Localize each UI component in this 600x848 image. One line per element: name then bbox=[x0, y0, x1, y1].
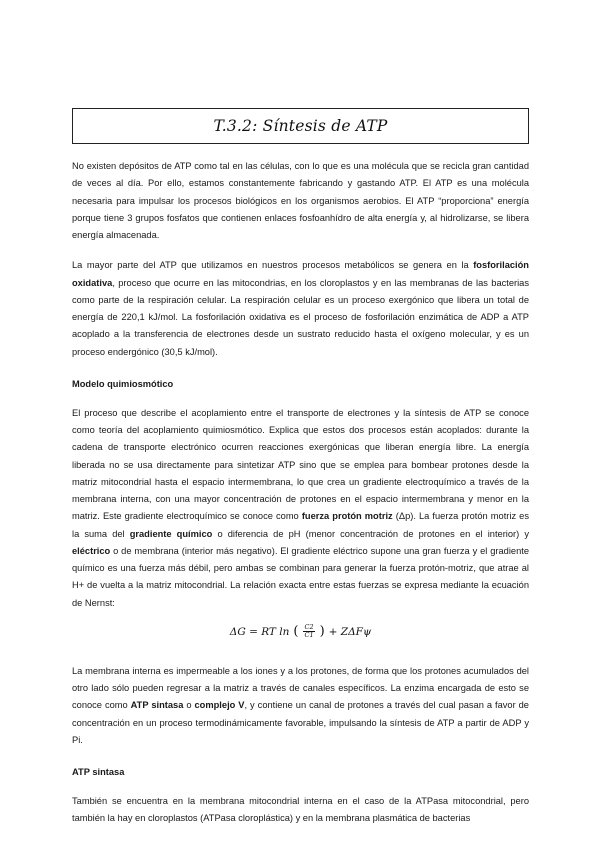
title-box bbox=[72, 108, 529, 144]
equation-fraction bbox=[303, 624, 314, 639]
text-run: o de membrana (interior más negativo). El gradiente eléctrico supone una gran fuerza y el gradiente químico es una fuerza más débil, pero ambas se combinan para generar la fuerza protón-motriz, que atrae al H+ de vuelta a la matriz mitocondrial. La relación exacta entre estas fuerzas se expresa mediante la ecuación de Nernst: bbox=[72, 545, 529, 608]
nernst-equation bbox=[72, 622, 529, 650]
quimiosmotico-paragraph bbox=[72, 405, 529, 612]
heading-atp-sintasa: ATP sintasa bbox=[72, 767, 125, 777]
text-run: (Δp). La fuerza protón motriz es la suma del bbox=[72, 511, 529, 539]
bold-term: fosforilación oxidativa bbox=[72, 260, 529, 288]
page-title: T.3.2: Síntesis de ATP bbox=[213, 117, 388, 135]
text-run: El proceso que describe el acoplamiento entre el transporte de electrones y la síntesis de ATP se conoce como teoría del acoplamiento quimiosmótico. Explica que estos dos procesos están acoplados: durante la cadena de transporte electrónico ocurren reacciones exergónicas que liberan energía libre. La energía liberada no se usa directamente para sintetizar ATP sino que se emplea para bombear protones desde la matriz mitocondrial hasta el espacio intermembrana, lo que crea un gradiente electroquímico a través de la membrana interna, con una mayor concentración de protones en el espacio intermembrana y menor en la matriz. Este gradiente electroquímico se conoce como bbox=[72, 407, 529, 522]
document-page bbox=[72, 108, 529, 828]
equation-numerator: C2 bbox=[304, 623, 314, 632]
bold-term: ATP sintasa bbox=[130, 700, 184, 711]
bold-term: fuerza protón motriz bbox=[301, 511, 393, 522]
bold-term: complejo V bbox=[194, 700, 245, 711]
text-run: , proceso que ocurre en las mitocondrias, en los cloroplastos y en las membranas de las bacterias como parte de la respiración celular. La respiración celular es un proceso exergónico que libera un total de energía de 220,1 kJ/mol. La fosforilación oxidativa es el proceso de fosforilación enzimática de ADP a ATP acoplado a la transferencia de electrones desde un sustrato reducido hasta el oxígeno molecular, y es un proceso endergónico (30,5 kJ/mol). bbox=[72, 277, 529, 357]
text-run: , y contiene un canal de protones a través del cual pasan a favor de concentración en un proceso termodinámicamente favorable, impulsando la síntesis de ATP a partir de ADP y Pi. bbox=[72, 700, 529, 745]
text-run: La membrana interna es impermeable a los iones y a los protones, de forma que los protones acumulados del otro lado sólo pueden regresar a la matriz a través de canales específicos. La enzima encargada de esto se conoce como bbox=[72, 665, 529, 711]
bold-term: eléctrico bbox=[72, 545, 111, 556]
equation-rhs: + ZΔFψ bbox=[328, 625, 372, 638]
atp-sintasa-paragraph: También se encuentra en la membrana mitocondrial interna en el caso de la ATPasa mitocondrial, pero también la hay en cloroplastos (ATPasa cloroplástica) y en la membrana plasmática de bacterias bbox=[72, 796, 529, 824]
text-run: o bbox=[183, 700, 195, 711]
atp-sintasa-intro-paragraph bbox=[72, 663, 529, 749]
text-run: La mayor parte del ATP que utilizamos en nuestros procesos metabólicos se genera en la bbox=[72, 260, 474, 271]
equation-denominator: C1 bbox=[304, 631, 314, 640]
heading-modelo-quimiosmotico: Modelo quimiosmótico bbox=[72, 378, 174, 389]
bold-term: gradiente químico bbox=[129, 528, 213, 539]
equation-paren-open: ( bbox=[293, 624, 299, 640]
intro-paragraph: No existen depósitos de ATP como tal en las células, con lo que es una molécula que se recicla gran cantidad de veces al día. Por ello, estamos constantemente fabricando y gastando ATP. El ATP es una molécula necesaria para impulsar los procesos biológicos en los organismos aerobios. El ATP “proporciona” energía porque tiene 3 grupos fosfatos que contienen enlaces fosfoanhídro de alta energía y, al hidrolizarse, se libera energía almacenada. bbox=[72, 161, 529, 240]
fosforilacion-paragraph bbox=[72, 257, 529, 361]
text-run: o diferencia de pH (menor concentración de protones en el interior) y bbox=[212, 528, 529, 539]
equation-paren-close: ) bbox=[319, 624, 325, 640]
equation-lhs: ΔG = RT ln bbox=[229, 625, 290, 638]
